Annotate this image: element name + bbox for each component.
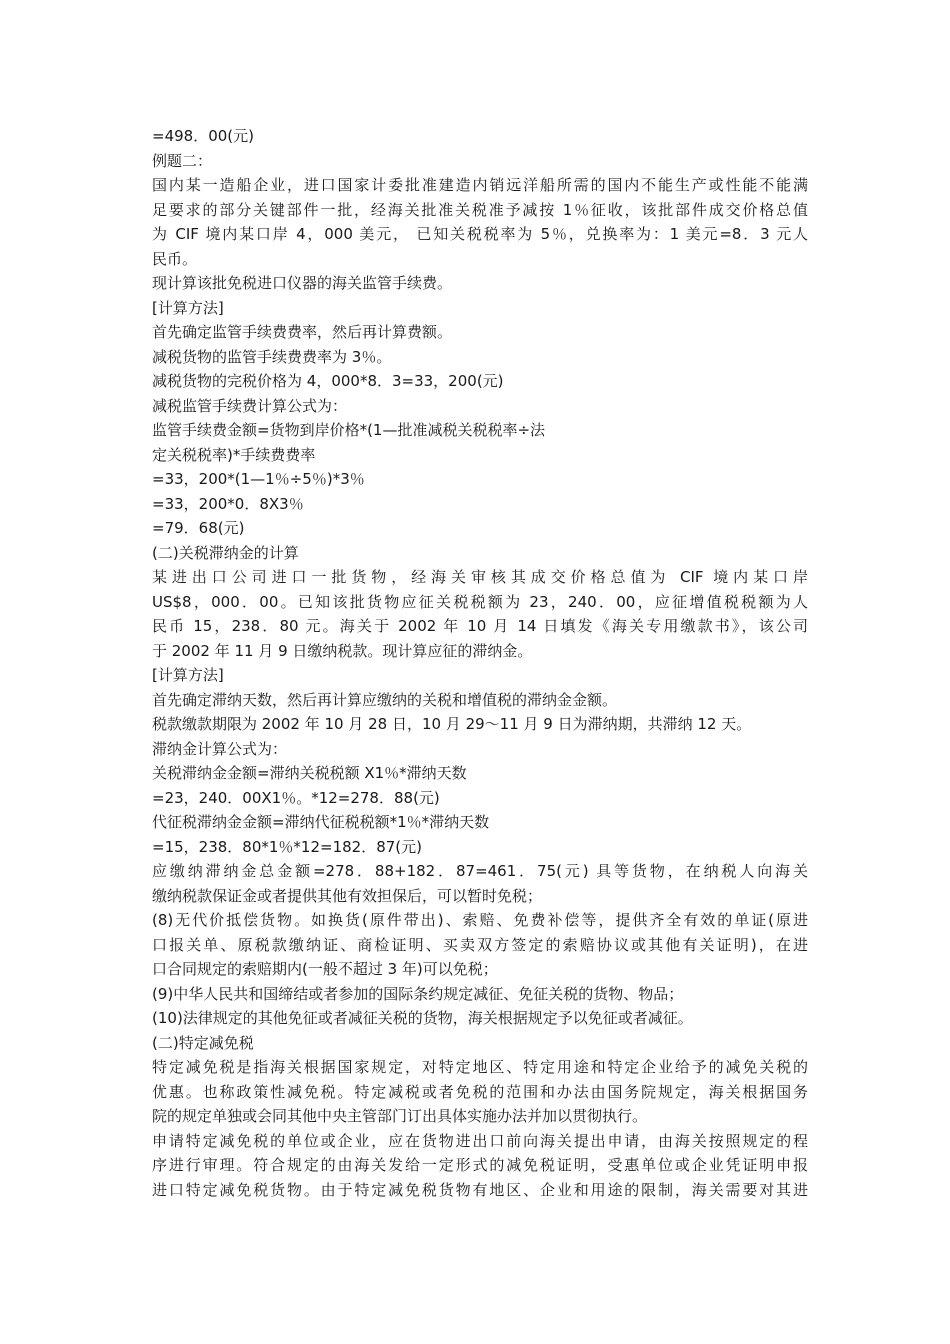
text-line: 例题二：	[152, 151, 213, 170]
text-line: =15，238．80*1％*12=182．87(元)	[152, 837, 422, 856]
text-line: (10)法律规定的其他免征或者减征关税的货物，海关根据规定予以免征或者减征。	[152, 1009, 693, 1027]
text-line: 足要求的部分关键部件一批，经海关批准关税准予减按 1％征收，该批部件成交价格总值	[152, 200, 808, 219]
text-line: 代征税滞纳金金额=滞纳代征税税额*1％*滞纳天数	[152, 813, 490, 831]
text-line: (9)中华人民共和国缔结或者参加的国际条约规定减征、免征关税的货物、物品；	[152, 984, 684, 1003]
text-line: 民币。	[152, 249, 198, 268]
document-body	[152, 124, 808, 1202]
text-line: 优惠。也称政策性减免税。特定减税或者免税的范围和办法由国务院规定，海关根据国务	[152, 1082, 808, 1101]
text-line: 减税货物的监管手续费费率为 3％。	[152, 347, 392, 366]
text-line: =33，200*0．8X3％	[152, 494, 304, 513]
text-line: 缴纳税款保证金或者提供其他有效担保后，可以暂时免税；	[152, 886, 543, 905]
text-line: 序进行审理。符合规定的由海关发给一定形式的减免税证明，受惠单位或企业凭证明申报	[152, 1156, 808, 1174]
text-line: 口报关单、原税款缴纳证、商检证明、买卖双方签定的索赔协议或其他有关证明)，在进	[152, 935, 808, 954]
text-line: 监管手续费金额=货物到岸价格*(1—批准减税关税税率÷法	[152, 421, 546, 439]
text-line: 为 CIF 境内某口岸 4，000 美元， 已知关税税率为 5％，兑换率为：1 美元=8．3 元人	[152, 225, 808, 243]
text-line: [计算方法]	[152, 298, 224, 317]
text-line: 定关税税率)*手续费费率	[152, 445, 316, 464]
text-line: [计算方法]	[152, 666, 224, 684]
text-line: 滞纳金计算公式为：	[152, 739, 288, 758]
text-line: 口合同规定的索赔期内(一般不超过 3 年)可以免税；	[152, 960, 498, 978]
text-line: US$8，000．00。已知该批货物应征关税税额为 23，240．00，应征增值税税额为人	[152, 592, 808, 611]
text-line: (二)特定减免税	[152, 1033, 254, 1052]
text-line: 某进出口公司进口一批货物，经海关审核其成交价格总值为 CIF 境内某口岸	[152, 568, 808, 586]
text-line: 减税货物的完税价格为 4，000*8．3=33，200(元)	[152, 372, 504, 390]
text-line: 减税监管手续费计算公式为：	[152, 396, 348, 415]
text-line: =23，240．00X1％。*12=278．88(元)	[152, 788, 440, 807]
text-line: =79．68(元)	[152, 519, 245, 537]
text-line: 国内某一造船企业，进口国家计委批准建造内销远洋船所需的国内不能生产或性能不能满	[152, 176, 808, 194]
text-line: 现计算该批免税进口仪器的海关监管手续费。	[152, 274, 453, 292]
text-line: =498．00(元)	[152, 127, 254, 145]
text-line: =33，200*(1—1％÷5％)*3％	[152, 470, 365, 488]
text-line: 民币 15，238．80 元。海关于 2002 年 10 月 14 日填发《海关专用缴款书》，该公司	[152, 617, 808, 635]
text-line: 税款缴款期限为 2002 年 10 月 28 日，10 月 29～11 月 9 日为滞纳期，共滞纳 12 天。	[152, 715, 752, 733]
text-line: 院的规定单独或会同其他中央主管部门订出具体实施办法并加以贯彻执行。	[152, 1107, 648, 1125]
text-line: 首先确定监管手续费费率，然后再计算费额。	[152, 323, 453, 341]
text-line: (二)关税滞纳金的计算	[152, 543, 299, 562]
text-line: 首先确定滞纳天数，然后再计算应缴纳的关税和增值税的滞纳金金额。	[152, 690, 618, 709]
text-line: 关税滞纳金金额=滞纳关税税额 X1％*滞纳天数	[152, 764, 467, 782]
text-line: 特定减免税是指海关根据国家规定，对特定地区、特定用途和特定企业给予的减免关税的	[152, 1058, 808, 1076]
text-line: (8)无代价抵偿货物。如换货(原件带出)、索赔、免费补偿等，提供齐全有效的单证(原进	[152, 911, 808, 929]
text-line: 进口特定减免税货物。由于特定减免税货物有地区、企业和用途的限制，海关需要对其进	[152, 1180, 808, 1199]
text-line: 申请特定减免税的单位或企业，应在货物进出口前向海关提出申请，由海关按照规定的程	[152, 1131, 808, 1150]
text-line: 应缴纳滞纳金总金额=278．88+182．87=461．75(元) 具等货物，在纳税人向海关	[152, 862, 808, 880]
text-line: 于 2002 年 11 月 9 日缴纳税款。现计算应征的滞纳金。	[152, 641, 533, 660]
